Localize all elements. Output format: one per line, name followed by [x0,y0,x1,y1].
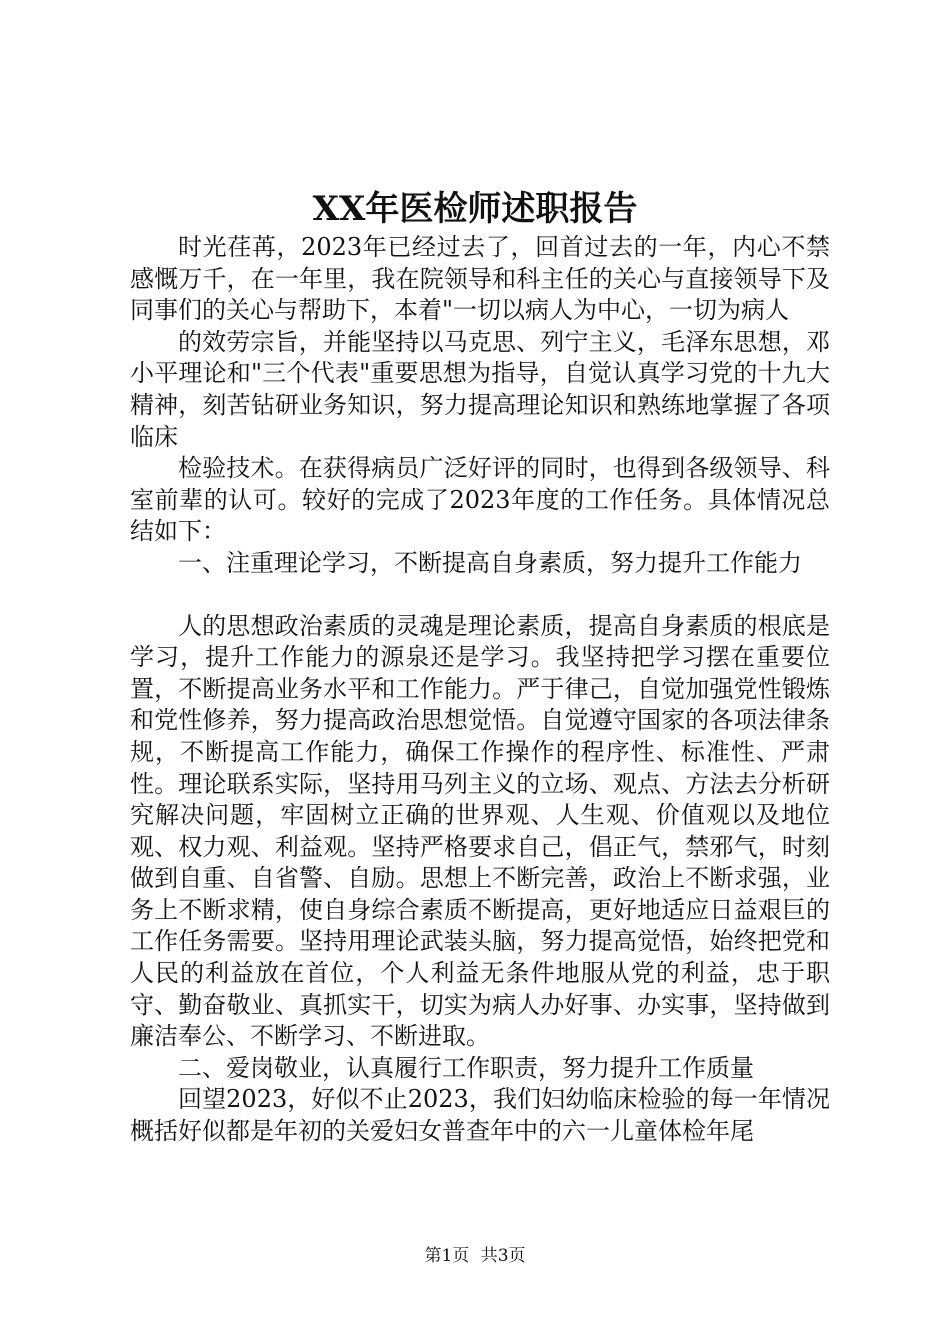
section-heading-1: 一、注重理论学习，不断提高自身素质，努力提升工作能力 [178,548,802,577]
section-heading-2: 二、爱岗敬业，认真履行工作职责，努力提升工作质量 [178,1053,754,1082]
document-body [130,232,830,1148]
page-number: 第1页 [424,1246,470,1266]
paragraph-review: 回望2023，好似不止2023，我们妇幼临床检验的每一年情况概括好似都是年初的关爱妇女普查年中的六一儿童体检年尾 [130,1085,830,1146]
paragraph-theory-study: 人的思想政治素质的灵魂是理论素质，提高自身素质的根底是学习，提升工作能力的源泉还是学习。我坚持把学习摆在重要位置，不断提高业务水平和工作能力。严于律己，自觉加强党性锻炼和党性修养，努力提高政治思想觉悟。自觉遵守国家的各项法律条规，不断提高工作能力，确保工作操作的程序性、标准性、严肃性。理论联系实际，坚持用马列主义的立场、观点、方法去分析研究解决问题，牢固树立正确的世界观、人生观、价值观以及地位观、权力观、利益观。坚持严格要求自己，倡正气，禁邪气，时刻做到自重、自省警、自励。思想上不断完善，政治上不断求强，业务上不断求精，使自身综合素质不断提高，更好地适应日益艰巨的工作任务需要。坚持用理论武装头脑，努力提高觉悟，始终把党和人民的利益放在首位，个人利益无条件地服从党的利益，忠于职守、勤奋敬业、真抓实干，切实为病人办好事、办实事，坚持做到廉洁奉公、不断学习、不断进取。 [130,611,830,1051]
paragraph-purpose: 的效劳宗旨，并能坚持以马克思、列宁主义，毛泽东思想，邓小平理论和"三个代表"重要思想为指导，自觉认真学习党的十九大精神，刻苦钻研业务知识，努力提高理论知识和熟练地掌握了各项临床 [130,327,830,451]
paragraph-summary: 检验技术。在获得病员广泛好评的同时，也得到各级领导、科室前辈的认可。较好的完成了2023年度的工作任务。具体情况总结如下： [130,454,830,546]
page-total: 共3页 [480,1246,526,1266]
paragraph-intro: 时光荏苒，2023年已经过去了，回首过去的一年，内心不禁感慨万千，在一年里，我在院领导和科主任的关心与直接领导下及同事们的关心与帮助下，本着"一切以病人为中心，一切为病人 [130,233,830,325]
page-footer [0,1244,950,1268]
document-title: XX年医检师述职报告 [312,189,638,229]
